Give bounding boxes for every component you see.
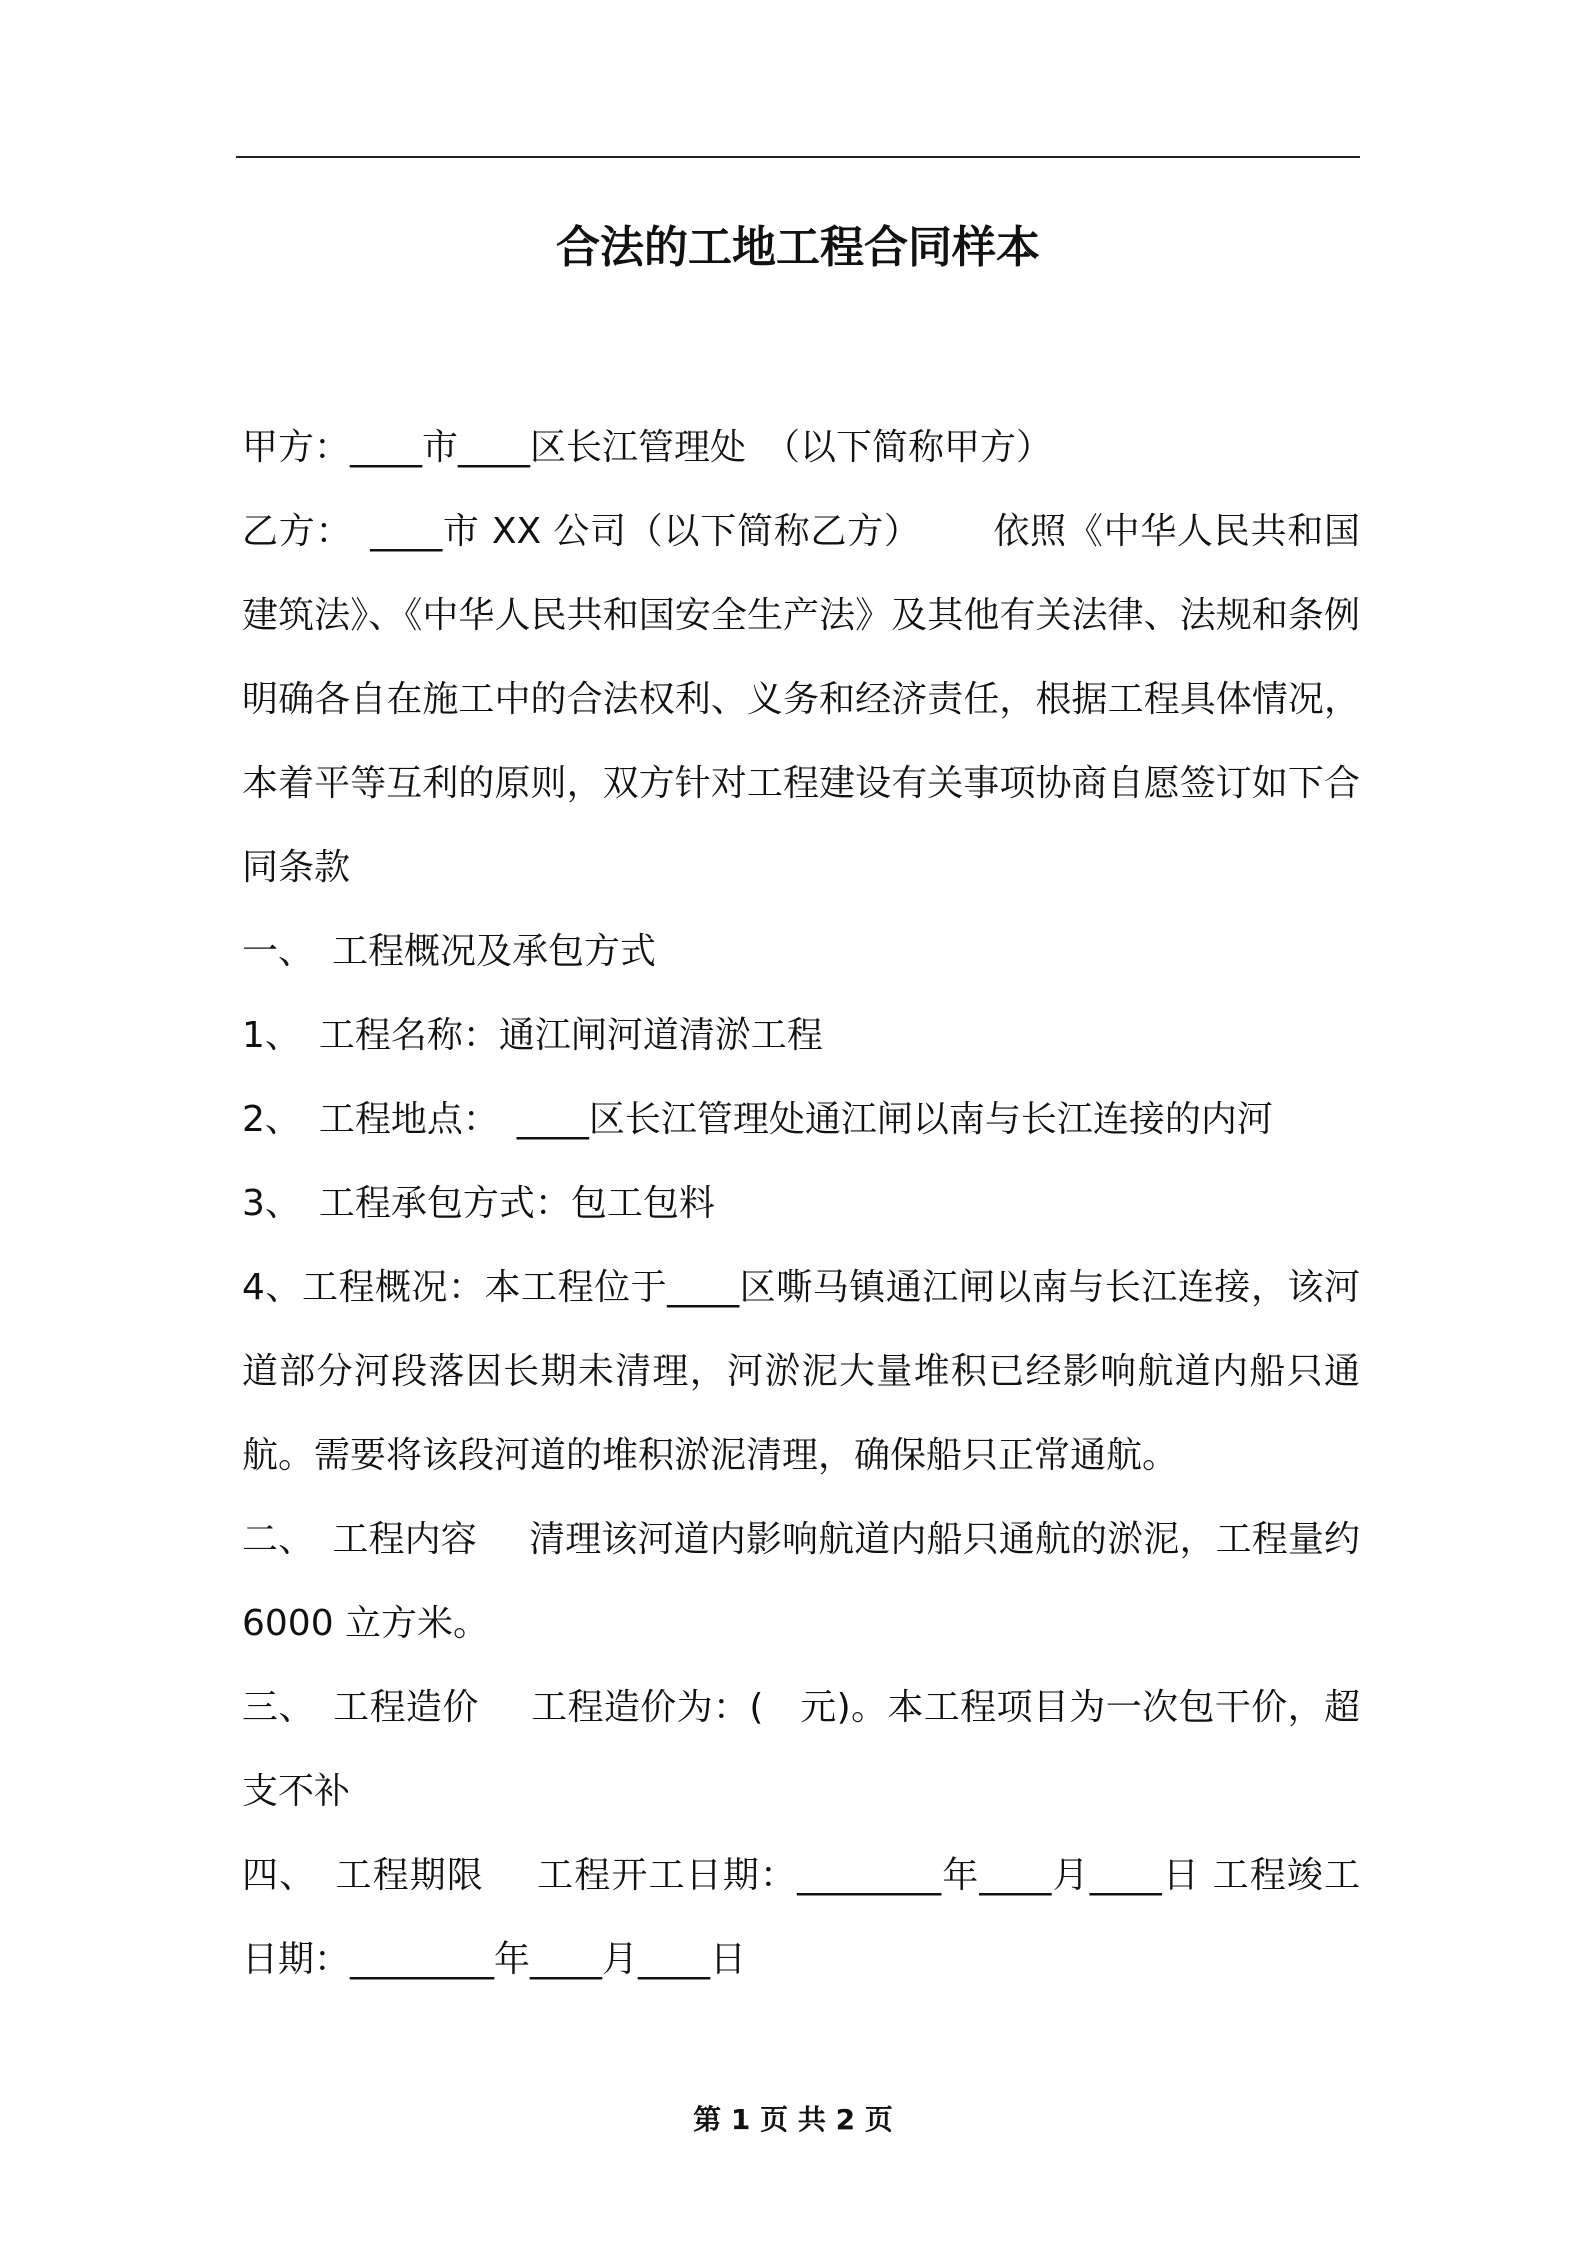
- item-2-number: 2、: [242, 1099, 301, 1140]
- item-3-number: 3、: [242, 1183, 301, 1224]
- section-1-heading: [242, 910, 1360, 994]
- item-4: 4、工程概况：本工程位于____区嘶马镇通江闸以南与长江连接，该河道部分河段落因长期未清理，河淤泥大量堆积已经影响航道内船只通航。需要将该段河道的堆积淤泥清理，确保船只正常通航。: [242, 1267, 1360, 1476]
- party-a-line: 甲方：____市____区长江管理处 （以下简称甲方）: [242, 427, 1053, 468]
- section-4-text: 工程开工日期：________年____月____日 工程竣工日期：________年____月____日: [242, 1855, 1360, 1980]
- section-3-text: 工程造价为：( 元)。本工程项目为一次包干价，超支不补: [242, 1687, 1360, 1812]
- section-4-title: 工程期限: [334, 1855, 485, 1896]
- section-1-title: 工程概况及承包方式: [332, 931, 657, 972]
- section-2: [242, 1498, 1360, 1666]
- item-1: [242, 994, 1360, 1078]
- party-b-preamble: [242, 490, 1360, 910]
- section-1-number: 一、: [242, 931, 315, 972]
- document-title: 合法的工地工程合同样本: [556, 222, 1040, 273]
- party-b-label: 乙方：: [242, 511, 353, 552]
- section-2-text: 清理该河道内影响航道内船只通航的淤泥，工程量约 6000 立方米。: [242, 1519, 1360, 1644]
- section-4: [242, 1834, 1360, 2002]
- item-2-value: ____区长江管理处通江闸以南与长江连接的内河: [516, 1099, 1273, 1140]
- section-2-title: 工程内容: [332, 1519, 477, 1560]
- header-rule: [236, 156, 1360, 158]
- section-3-title: 工程造价: [332, 1687, 479, 1728]
- item-2: [242, 1078, 1360, 1162]
- item-1-text: 工程名称：通江闸河道清淤工程: [318, 1015, 823, 1056]
- section-4-number: 四、: [242, 1855, 317, 1896]
- page-number: 第 1 页 共 2 页: [693, 2103, 893, 2136]
- item-1-number: 1、: [242, 1015, 301, 1056]
- section-2-number: 二、: [242, 1519, 315, 1560]
- contract-body: [242, 406, 1360, 2002]
- section-3: [242, 1666, 1360, 1834]
- item-3: [242, 1162, 1360, 1246]
- item-3-text: 工程承包方式：包工包料: [318, 1183, 715, 1224]
- section-3-number: 三、: [242, 1687, 315, 1728]
- preamble-text: 依照《中华人民共和国建筑法》、《中华人民共和国安全生产法》及其他有关法律、法规和条例明确各自在施工中的合法权利、义务和经济责任，根据工程具体情况，本着平等互利的原则，双方针对工程建设有关事项协商自愿签订如下合同条款: [242, 511, 1360, 888]
- item-2-label: 工程地点：: [318, 1099, 499, 1140]
- party-b-text: ____市 XX 公司（以下简称乙方）: [370, 511, 921, 552]
